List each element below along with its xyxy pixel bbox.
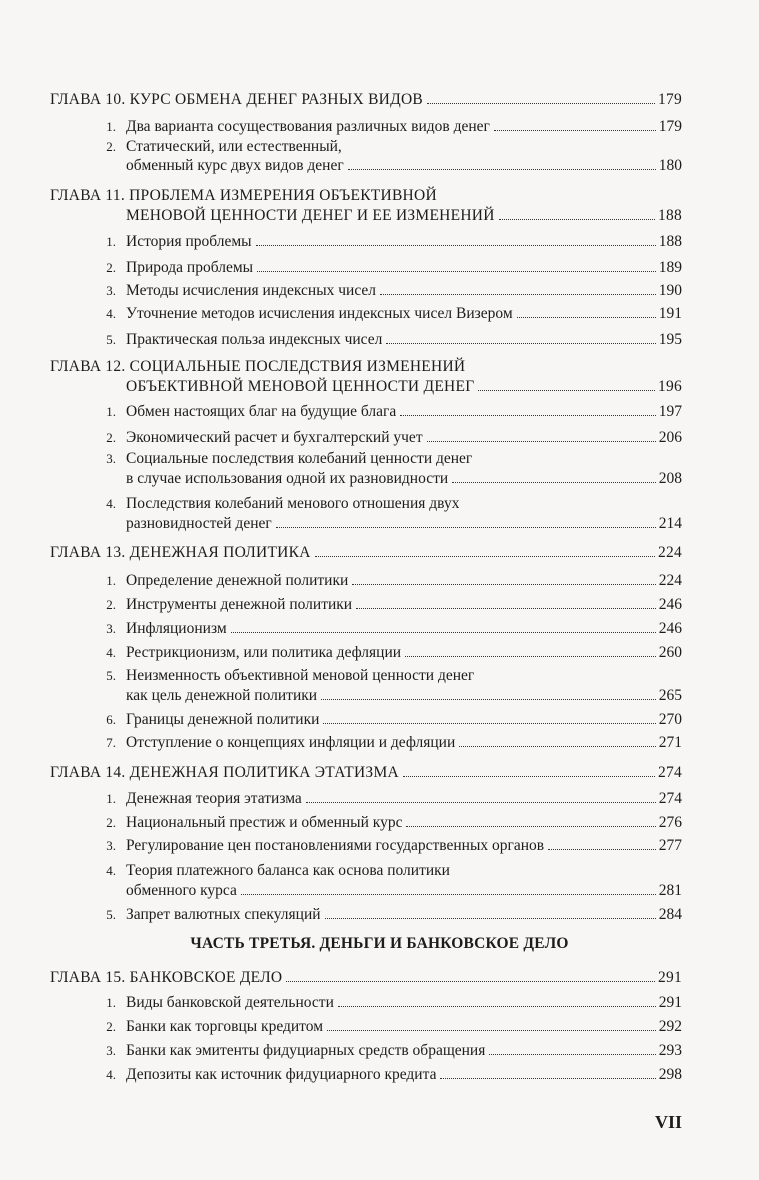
toc-entry [106, 258, 682, 278]
entry-title: Определение денежной политики [126, 572, 349, 589]
chapter-heading-cont [126, 377, 682, 397]
entry-number: 2. [106, 1019, 116, 1034]
entry-number: 6. [106, 712, 116, 727]
page-ref: 284 [658, 906, 682, 923]
page-ref: 224 [658, 572, 682, 589]
dot-leader [427, 103, 655, 104]
entry-number: 5. [106, 332, 116, 347]
toc-entry [106, 1017, 682, 1037]
toc-entry [106, 449, 526, 469]
entry-number: 2. [106, 815, 116, 830]
toc-entry [106, 733, 682, 753]
dot-leader [459, 746, 656, 747]
entry-number: 1. [106, 573, 116, 588]
dot-leader [241, 894, 656, 895]
page-ref: 195 [658, 331, 682, 348]
dot-leader [380, 294, 656, 295]
entry-title: Методы исчисления индексных чисел [126, 282, 377, 299]
page-ref: 190 [658, 282, 682, 299]
entry-title: Регулирование цен постановлениями государственных органов [126, 837, 545, 854]
entry-number: 1. [106, 995, 116, 1010]
toc-entry [106, 836, 682, 856]
page-ref: 291 [658, 994, 682, 1011]
dot-leader [327, 1030, 656, 1031]
entry-title: Социальные последствия колебаний ценности денег [126, 450, 473, 467]
page-ref: 274 [658, 764, 682, 781]
entry-title: Денежная теория этатизма [126, 790, 302, 807]
entry-number: 3. [106, 621, 116, 636]
toc-entry [106, 428, 682, 448]
entry-number: 1. [106, 119, 116, 134]
page-ref: 298 [658, 1066, 682, 1083]
entry-title: Запрет валютных спекуляций [126, 906, 321, 923]
entry-number: 4. [106, 645, 116, 660]
dot-leader [427, 441, 656, 442]
entry-title: Теория платежного баланса как основа политики [126, 862, 450, 879]
dot-leader [489, 1054, 655, 1055]
toc-entry [106, 710, 682, 730]
chapter-title: ГЛАВА 15. БАНКОВСКОЕ ДЕЛО [50, 969, 283, 986]
dot-leader [338, 1006, 656, 1007]
entry-title: обменного курса [126, 882, 237, 899]
entry-title: Виды банковской деятельности [126, 994, 334, 1011]
toc-entry [126, 514, 682, 534]
entry-number: 4. [106, 496, 116, 511]
entry-title: Банки как торговцы кредитом [126, 1018, 324, 1035]
entry-title: Последствия колебаний менового отношения двух [126, 495, 460, 512]
page-ref: 189 [658, 259, 682, 276]
entry-number: 4. [106, 306, 116, 321]
toc-entry [126, 881, 682, 901]
chapter-heading [50, 763, 682, 783]
page-ref: 197 [658, 403, 682, 420]
dot-leader [315, 556, 655, 557]
entry-title: в случае использования одной их разновидности [126, 470, 449, 487]
chapter-heading [50, 357, 682, 377]
page-ref: 271 [658, 734, 682, 751]
page-ref: 276 [658, 814, 682, 831]
chapter-heading [50, 968, 682, 988]
part-heading: ЧАСТЬ ТРЕТЬЯ. ДЕНЬГИ И БАНКОВСКОЕ ДЕЛО [190, 935, 569, 952]
entry-title: Отступление о концепциях инфляции и дефляции [126, 734, 456, 751]
toc-entry [106, 643, 682, 663]
page-ref: 188 [658, 207, 682, 224]
toc-entry [106, 1065, 682, 1085]
entry-title: Неизменность объективной меновой ценности денег [126, 667, 475, 684]
dot-leader [386, 343, 655, 344]
dot-leader [517, 317, 656, 318]
entry-title: Уточнение методов исчисления индексных чисел Визером [126, 305, 513, 322]
page-ref: 246 [658, 620, 682, 637]
entry-number: 2. [106, 139, 116, 154]
page-ref: 260 [658, 644, 682, 661]
chapter-heading [50, 543, 682, 563]
toc-entry [106, 993, 682, 1013]
dot-leader [323, 723, 655, 724]
page-ref: 293 [658, 1042, 682, 1059]
page-ref: 246 [658, 596, 682, 613]
dot-leader [494, 130, 656, 131]
toc-entry [106, 494, 526, 514]
page-ref: 274 [658, 790, 682, 807]
dot-leader [231, 632, 656, 633]
toc-entry [106, 666, 526, 686]
chapter-title: ГЛАВА 10. КУРС ОБМЕНА ДЕНЕГ РАЗНЫХ ВИДОВ [50, 91, 423, 108]
dot-leader [356, 608, 656, 609]
entry-number: 2. [106, 260, 116, 275]
chapter-title: ОБЪЕКТИВНОЙ МЕНОВОЙ ЦЕННОСТИ ДЕНЕГ [126, 378, 475, 395]
entry-number: 7. [106, 735, 116, 750]
entry-number: 1. [106, 234, 116, 249]
toc-entry [126, 686, 682, 706]
toc-entry [106, 619, 682, 639]
page-ref: 291 [658, 969, 682, 986]
entry-number: 5. [106, 907, 116, 922]
dot-leader [306, 802, 656, 803]
dot-leader [440, 1078, 655, 1079]
chapter-heading [50, 186, 682, 206]
entry-title: Статический, или естественный, [126, 138, 342, 155]
entry-title: Два варианта сосуществования различных видов денег [126, 118, 490, 135]
dot-leader [452, 482, 656, 483]
entry-title: как цель денежной политики [126, 687, 318, 704]
entry-title: Депозиты как источник фидуциарного кредита [126, 1066, 437, 1083]
toc-entry [106, 1041, 682, 1061]
entry-title: Инструменты денежной политики [126, 596, 353, 613]
chapter-heading [50, 90, 682, 110]
entry-number: 3. [106, 451, 116, 466]
page-ref: 277 [658, 837, 682, 854]
page-ref: 270 [658, 711, 682, 728]
page-ref: 208 [658, 470, 682, 487]
entry-number: 5. [106, 668, 116, 683]
toc-entry [106, 571, 682, 591]
toc-entry [106, 595, 682, 615]
chapter-title: ГЛАВА 12. СОЦИАЛЬНЫЕ ПОСЛЕДСТВИЯ ИЗМЕНЕНИЙ [50, 358, 466, 375]
page-ref: 179 [658, 91, 682, 108]
entry-number: 3. [106, 283, 116, 298]
dot-leader [348, 169, 656, 170]
entry-title: Национальный престиж и обменный курс [126, 814, 403, 831]
dot-leader [325, 918, 656, 919]
entry-title: Практическая польза индексных чисел [126, 331, 383, 348]
dot-leader [276, 527, 656, 528]
page-ref: 179 [658, 118, 682, 135]
entry-number: 2. [106, 597, 116, 612]
page-ref: 191 [658, 305, 682, 322]
entry-number: 1. [106, 791, 116, 806]
toc-entry [106, 861, 526, 881]
toc-entry [106, 789, 682, 809]
dot-leader [321, 699, 656, 700]
page-ref: 196 [658, 378, 682, 395]
entry-number: 3. [106, 1043, 116, 1058]
toc-entry [106, 304, 682, 324]
entry-title: обменный курс двух видов денег [126, 157, 344, 174]
page-ref: 224 [658, 544, 682, 561]
entry-number: 3. [106, 838, 116, 853]
page-ref: 265 [658, 687, 682, 704]
entry-title: История проблемы [126, 233, 252, 250]
dot-leader [257, 271, 656, 272]
entry-number: 4. [106, 1067, 116, 1082]
entry-title: Инфляционизм [126, 620, 227, 637]
chapter-title: ГЛАВА 13. ДЕНЕЖНАЯ ПОЛИТИКА [50, 544, 311, 561]
dot-leader [352, 584, 655, 585]
toc-entry [106, 330, 682, 350]
page-ref: 188 [658, 233, 682, 250]
entry-title: Банки как эмитенты фидуциарных средств обращения [126, 1042, 486, 1059]
chapter-title: МЕНОВОЙ ЦЕННОСТИ ДЕНЕГ И ЕЕ ИЗМЕНЕНИЙ [126, 207, 495, 224]
entry-title: разновидностей денег [126, 515, 272, 532]
page-ref: 206 [658, 429, 682, 446]
toc-entry [106, 813, 682, 833]
dot-leader [400, 415, 655, 416]
toc-entry [106, 402, 682, 422]
dot-leader [548, 849, 656, 850]
toc-entry [106, 232, 682, 252]
page-number: VII [654, 1112, 682, 1132]
chapter-title: ГЛАВА 14. ДЕНЕЖНАЯ ПОЛИТИКА ЭТАТИЗМА [50, 764, 399, 781]
entry-title: Природа проблемы [126, 259, 254, 276]
entry-number: 1. [106, 404, 116, 419]
toc-entry [106, 137, 526, 157]
entry-title: Границы денежной политики [126, 711, 320, 728]
page-ref: 214 [658, 515, 682, 532]
dot-leader [256, 245, 656, 246]
entry-title: Рестрикционизм, или политика дефляции [126, 644, 402, 661]
entry-title: Экономический расчет и бухгалтерский учет [126, 429, 423, 446]
entry-number: 2. [106, 430, 116, 445]
page-ref: 281 [658, 882, 682, 899]
dot-leader [405, 656, 656, 657]
entry-title: Обмен настоящих благ на будущие блага [126, 403, 397, 420]
page-ref: 292 [658, 1018, 682, 1035]
chapter-title: ГЛАВА 11. ПРОБЛЕМА ИЗМЕРЕНИЯ ОБЪЕКТИВНОЙ [50, 187, 437, 204]
toc-entry [126, 469, 682, 489]
chapter-heading-cont [126, 206, 682, 226]
dot-leader [499, 219, 655, 220]
dot-leader [478, 390, 655, 391]
dot-leader [406, 826, 655, 827]
toc-entry [126, 156, 682, 176]
toc-entry [106, 905, 682, 925]
toc-entry [106, 281, 682, 301]
dot-leader [403, 776, 655, 777]
toc-entry [106, 117, 682, 137]
dot-leader [286, 981, 655, 982]
entry-number: 4. [106, 863, 116, 878]
page-ref: 180 [658, 157, 682, 174]
